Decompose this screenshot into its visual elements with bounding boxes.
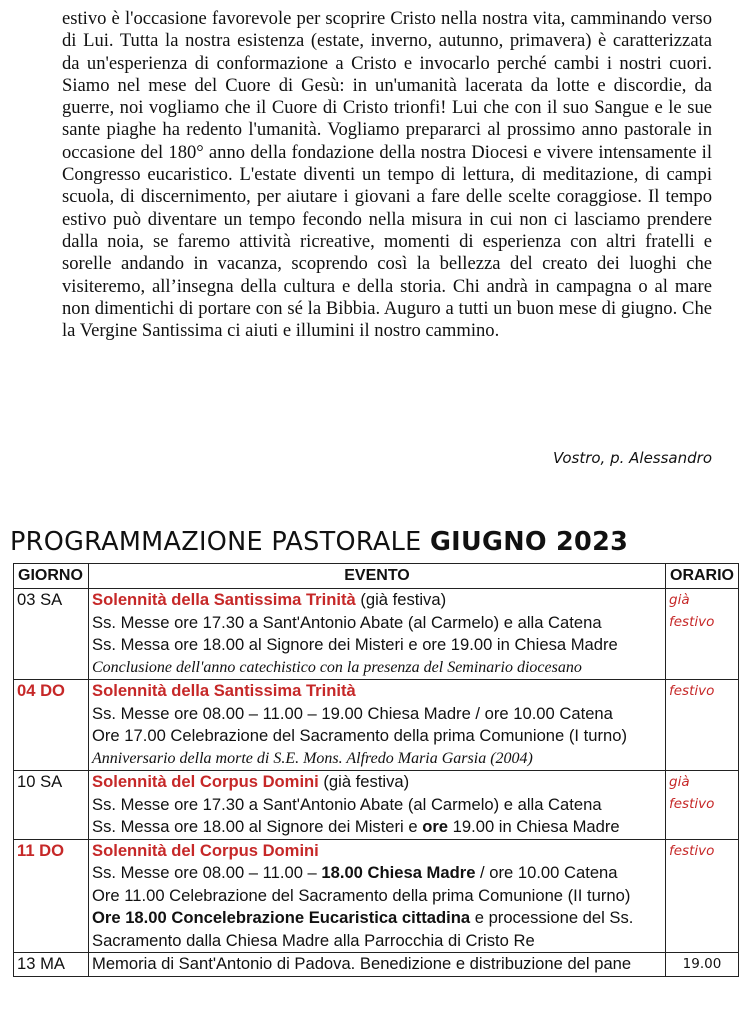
- row-day: 04 DO: [14, 680, 89, 771]
- row-time: festivo: [666, 680, 739, 771]
- table-row: [14, 953, 739, 977]
- event-line: Ss. Messe ore 08.00 – 11.00 – 19.00 Chiesa Madre / ore 10.00 Catena: [92, 703, 613, 723]
- letter-body: estivo è l'occasione favorevole per scoprire Cristo nella nostra vita, camminando verso di Lui. Tutta la nostra esistenza (estate, inverno, autunno, primavera) è caratterizzata da un'esperienza di conformazione a Cristo e invocarlo perché cambi i nostri cuori. Siamo nel mese del Cuore di Gesù: in un'umanità lacerata da lotte e discordie, da guerre, noi vogliamo che il Cuore di Cristo trionfi! Lui che con il suo Sangue e le sue sante piaghe ha redento l'umanità. Vogliamo prepararci al prossimo anno pastorale in occasione del 180° anno della fondazione della nostra Diocesi e vivere intensamente il Congresso eucaristico. L'estate diventi un tempo di lettura, di meditazione, di campi scuola, di discernimento, per aiutare i giovani a fare delle scelte coraggiose. Il tempo estivo può diventare un tempo fecondo nella misura in cui non ci lasciamo prendere dalla noia, se faremo attività ricreative, momenti di esperienza con altri fratelli e sorelle andando in vacanza, scoprendo così la bellezza del creato dei luoghi che visiteremo, all’insegna della cultura e della storia. Chi andrà in campagna o al mare non dimentichi di portare con sé la Bibbia. Auguro a tutti un buon mese di giugno. Che la Vergine Santissima ci aiuti e illumini il nostro cammino.: [62, 8, 712, 342]
- event-line: Ss. Messe ore 17.30 a Sant'Antonio Abate (al Carmelo) e alla Catena: [92, 794, 602, 814]
- header-day: GIORNO: [14, 564, 89, 589]
- event-line: Ore 11.00 Celebrazione del Sacramento della prima Comunione (II turno): [92, 885, 631, 905]
- event-line-part: e processione del Ss.: [470, 908, 634, 927]
- event-line: [92, 907, 662, 930]
- row-time: festivo: [666, 839, 739, 953]
- row-day: 03 SA: [14, 589, 89, 680]
- table-row: [14, 771, 739, 840]
- row-time: già festivo: [666, 771, 739, 840]
- event-line: Memoria di Sant'Antonio di Padova. Benedizione e distribuzione del pane: [92, 954, 632, 973]
- header-event: EVENTO: [89, 564, 666, 589]
- event-line: Ore 17.00 Celebrazione del Sacramento della prima Comunione (I turno): [92, 726, 627, 745]
- event-line-part: Ss. Messe ore 08.00 – 11.00 –: [92, 863, 322, 882]
- row-time: 19.00: [666, 953, 739, 977]
- row-event: [89, 680, 666, 771]
- row-time: già festivo: [666, 589, 739, 680]
- event-title: Solennità del Corpus Domini: [92, 772, 319, 791]
- header-time: ORARIO: [666, 564, 739, 589]
- event-note: Conclusione dell'anno catechistico con la presenza del Seminario diocesano: [92, 658, 582, 676]
- event-line-bold: Ore 18.00 Concelebrazione Eucaristica cittadina: [92, 908, 471, 927]
- event-line: Ss. Messe ore 17.30 a Sant'Antonio Abate (al Carmelo) e alla Catena: [92, 612, 602, 632]
- event-line-part: Ss. Messa ore 18.00 al Signore dei Misteri e: [92, 817, 423, 836]
- event-line-bold: ore: [422, 817, 449, 836]
- event-line: Sacramento dalla Chiesa Madre alla Parrocchia di Cristo Re: [92, 930, 535, 950]
- signature: Vostro, p. Alessandro: [552, 449, 712, 467]
- table-row: [14, 680, 739, 771]
- event-line-part: / ore 10.00 Catena: [475, 863, 618, 882]
- row-day: 10 SA: [14, 771, 89, 840]
- programme-title-month: GIUGNO 2023: [429, 527, 629, 557]
- row-event: [89, 953, 666, 977]
- event-line-part: 19.00 in Chiesa Madre: [448, 817, 620, 836]
- event-title-suffix: (già festiva): [355, 590, 447, 609]
- table-row: [14, 839, 739, 953]
- schedule-table: [13, 563, 739, 977]
- event-title: Solennità della Santissima Trinità: [92, 590, 356, 609]
- programme-title: [10, 527, 740, 557]
- programme-title-regular: PROGRAMMAZIONE PASTORALE: [10, 527, 430, 557]
- event-line: [92, 862, 662, 885]
- row-event: [89, 589, 666, 680]
- row-event: [89, 839, 666, 953]
- event-note: Anniversario della morte di S.E. Mons. Alfredo Maria Garsia (2004): [92, 749, 533, 767]
- table-header-row: [14, 564, 739, 589]
- event-line: Ss. Messa ore 18.00 al Signore dei Misteri e ore 19.00 in Chiesa Madre: [92, 635, 618, 654]
- event-title-suffix: (già festiva): [318, 772, 410, 791]
- row-day: 11 DO: [14, 839, 89, 953]
- event-title: Solennità della Santissima Trinità: [92, 681, 356, 700]
- row-event: [89, 771, 666, 840]
- table-row: [14, 589, 739, 680]
- event-title: Solennità del Corpus Domini: [92, 840, 319, 860]
- event-line-bold: 18.00 Chiesa Madre: [321, 863, 476, 882]
- event-line: [92, 816, 662, 839]
- row-day: 13 MA: [14, 953, 89, 977]
